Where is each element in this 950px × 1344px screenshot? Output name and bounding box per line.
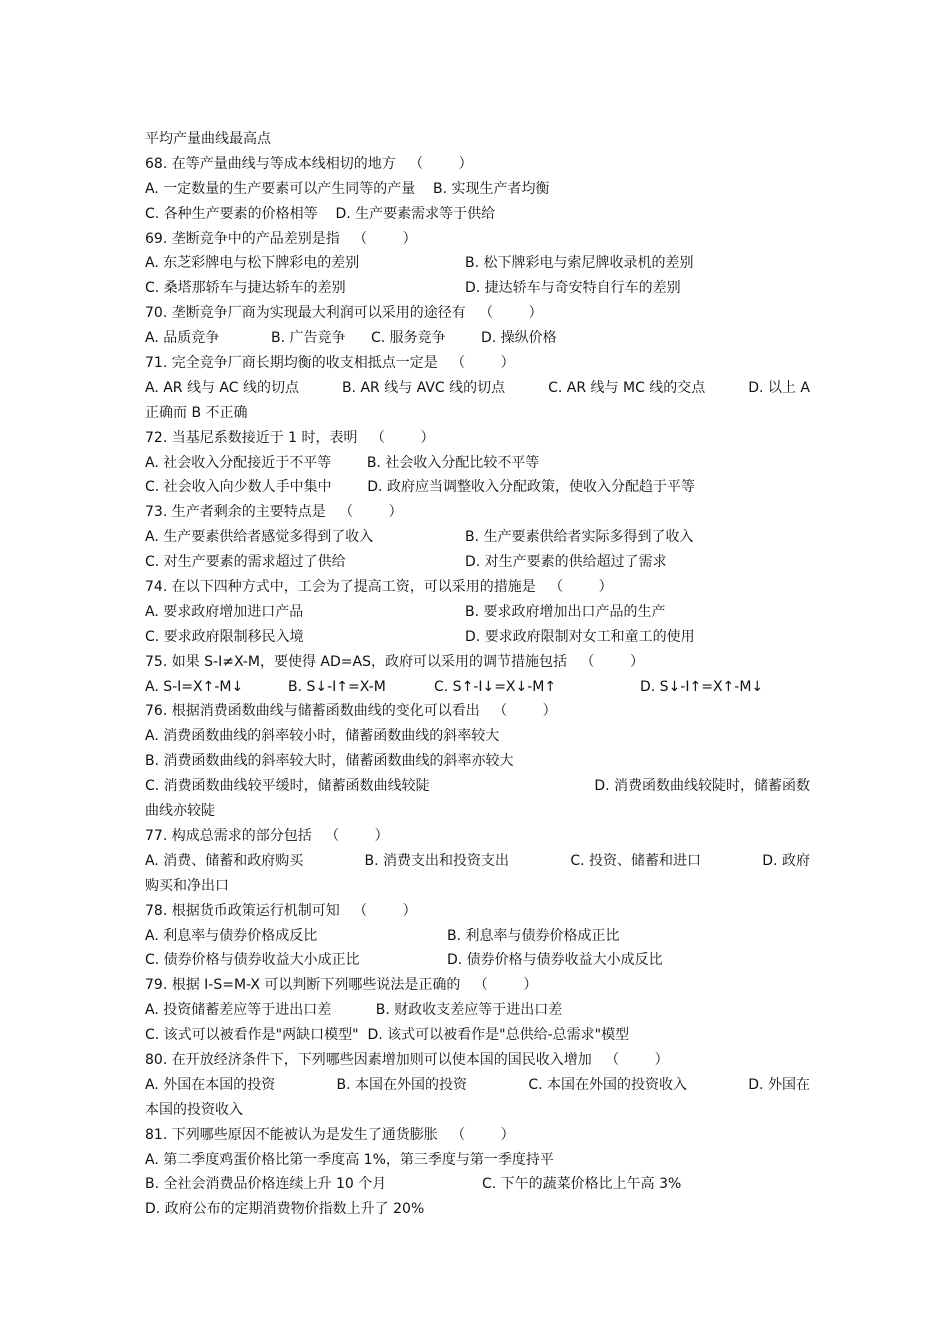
option-a: A. 利息率与债券价格成反比 — [145, 927, 318, 944]
question-69-options-ab — [145, 251, 810, 276]
option-a: A. AR 线与 AC 线的切点 — [145, 379, 299, 396]
question-76-option-d-cont: 曲线亦较陡 — [145, 803, 215, 820]
option-a: A. S-I=X↑-M↓ — [145, 678, 244, 695]
question-75-options — [145, 675, 810, 700]
question-69-options-cd — [145, 276, 810, 301]
option-b: B. 利息率与债券价格成正比 — [447, 927, 620, 944]
question-72: 72. 当基尼系数接近于 1 时，表明 （ ） — [145, 429, 435, 446]
option-d: D. 对生产要素的供给超过了需求 — [465, 554, 667, 571]
option-a: A. 要求政府增加进口产品 — [145, 603, 304, 620]
question-72-options-cd: C. 社会收入向少数人手中集中 D. 政府应当调整收入分配政策，使收入分配趋于平等 — [145, 479, 695, 496]
question-73-options-ab — [145, 525, 810, 550]
question-74-options-cd — [145, 625, 810, 650]
question-71-options — [145, 376, 810, 401]
option-d: D. 债券价格与债券收益大小成反比 — [447, 952, 663, 969]
option-a: A. 消费、储蓄和政府购买 — [145, 852, 304, 869]
question-80-option-d-cont: 本国的投资收入 — [145, 1101, 243, 1118]
option-c: C. S↑-I↓=X↓-M↑ — [434, 678, 557, 695]
option-c: C. 下午的蔬菜价格比上午高 3% — [482, 1176, 682, 1193]
option-a: A. 外国在本国的投资 — [145, 1076, 276, 1093]
option-b: B. 本国在外国的投资 — [336, 1076, 468, 1093]
option-c: C. 债券价格与债券收益大小成正比 — [145, 952, 360, 969]
option-a: A. 东芝彩牌电与松下牌彩电的差别 — [145, 255, 360, 272]
option-d: D. S↓-I↑=X↑-M↓ — [640, 678, 764, 695]
question-70-options — [145, 326, 810, 351]
option-d: D. 外国在 — [748, 1076, 810, 1093]
option-b: B. 生产要素供给者实际多得到了收入 — [465, 529, 694, 546]
question-81-option-a: A. 第二季度鸡蛋价格比第一季度高 1%，第三季度与第一季度持平 — [145, 1151, 554, 1168]
question-75: 75. 如果 S-I≠X-M，要使得 AD=AS，政府可以采用的调节措施包括 （ ） — [145, 653, 644, 670]
option-c: C. 消费函数曲线较平缓时，储蓄函数曲线较陡 — [145, 778, 430, 795]
question-76-options-cd — [145, 774, 810, 799]
question-76-option-a: A. 消费函数曲线的斜率较小时，储蓄函数曲线的斜率较大 — [145, 728, 500, 745]
question-80-options — [145, 1073, 810, 1098]
option-d: D. 要求政府限制对女工和童工的使用 — [465, 628, 695, 645]
text-line: 平均产量曲线最高点 — [145, 131, 271, 147]
question-78-options-cd — [145, 948, 810, 973]
option-b: B. 消费支出和投资支出 — [364, 852, 510, 869]
option-d: D. 以上 A — [748, 379, 810, 396]
option-c: C. 服务竞争 — [371, 330, 446, 347]
question-74: 74. 在以下四种方式中，工会为了提高工资，可以采用的措施是 （ ） — [145, 579, 613, 596]
option-b: B. 松下牌彩电与索尼牌收录机的差别 — [465, 255, 694, 272]
question-68-options-ab: A. 一定数量的生产要素可以产生同等的产量 B. 实现生产者均衡 — [145, 180, 550, 197]
option-c: C. 要求政府限制移民入境 — [145, 628, 304, 645]
question-80: 80. 在开放经济条件下，下列哪些因素增加则可以使本国的国民收入增加 （ ） — [145, 1051, 669, 1068]
question-81: 81. 下列哪些原因不能被认为是发生了通货膨胀 （ ） — [145, 1126, 515, 1143]
option-a: A. 品质竞争 — [145, 330, 220, 347]
option-c: C. 桑塔那轿车与捷达轿车的差别 — [145, 280, 346, 297]
option-b: B. AR 线与 AVC 线的切点 — [341, 379, 506, 396]
option-b: B. S↓-I↑=X-M — [288, 678, 386, 695]
document-page — [145, 127, 810, 1222]
question-71-option-d-cont: 正确而 B 不正确 — [145, 404, 248, 421]
option-d: D. 操纵价格 — [481, 330, 557, 347]
option-b: B. 广告竞争 — [271, 330, 346, 347]
question-79-options-ab: A. 投资储蓄差应等于进出口差 B. 财政收支差应等于进出口差 — [145, 1002, 563, 1019]
question-74-options-ab — [145, 600, 810, 625]
option-d: D. 政府 — [762, 852, 810, 869]
option-c: C. 对生产要素的需求超过了供给 — [145, 554, 346, 571]
question-79-options-cd: C. 该式可以被看作是"两缺口模型" D. 该式可以被看作是"总供给-总需求"模型 — [145, 1027, 630, 1044]
option-b: B. 全社会消费品价格连续上升 10 个月 — [145, 1176, 387, 1193]
question-77-option-d-cont: 购买和净出口 — [145, 877, 229, 894]
option-d: D. 捷达轿车与奇安特自行车的差别 — [465, 280, 681, 297]
question-81-option-d: D. 政府公布的定期消费物价指数上升了 20% — [145, 1201, 425, 1218]
question-71: 71. 完全竞争厂商长期均衡的收支相抵点一定是 （ ） — [145, 355, 515, 372]
option-c: C. AR 线与 MC 线的交点 — [548, 379, 706, 396]
question-78: 78. 根据货币政策运行机制可知 （ ） — [145, 902, 417, 919]
question-72-options-ab: A. 社会收入分配接近于不平等 B. 社会收入分配比较不平等 — [145, 454, 540, 471]
question-76-option-b: B. 消费函数曲线的斜率较大时，储蓄函数曲线的斜率亦较大 — [145, 753, 514, 770]
question-69: 69. 垄断竞争中的产品差别是指 （ ） — [145, 230, 417, 247]
question-68-options-cd: C. 各种生产要素的价格相等 D. 生产要素需求等于供给 — [145, 205, 496, 222]
question-76: 76. 根据消费函数曲线与储蓄函数曲线的变化可以看出 （ ） — [145, 703, 557, 720]
question-70: 70. 垄断竞争厂商为实现最大利润可以采用的途径有 （ ） — [145, 305, 543, 322]
option-c: C. 本国在外国的投资收入 — [528, 1076, 687, 1093]
question-73-options-cd — [145, 550, 810, 575]
option-a: A. 生产要素供给者感觉多得到了收入 — [145, 529, 374, 546]
question-79: 79. 根据 I-S=M-X 可以判断下列哪些说法是正确的 （ ） — [145, 977, 538, 994]
option-b: B. 要求政府增加出口产品的生产 — [465, 603, 666, 620]
option-d: D. 消费函数曲线较陡时，储蓄函数 — [594, 778, 810, 795]
option-c: C. 投资、储蓄和进口 — [570, 852, 701, 869]
question-68: 68. 在等产量曲线与等成本线相切的地方 （ ） — [145, 155, 473, 172]
question-77: 77. 构成总需求的部分包括 （ ） — [145, 827, 389, 844]
question-81-options-bc — [145, 1172, 810, 1197]
question-73: 73. 生产者剩余的主要特点是 （ ） — [145, 504, 403, 521]
question-78-options-ab — [145, 924, 810, 949]
question-77-options — [145, 849, 810, 874]
